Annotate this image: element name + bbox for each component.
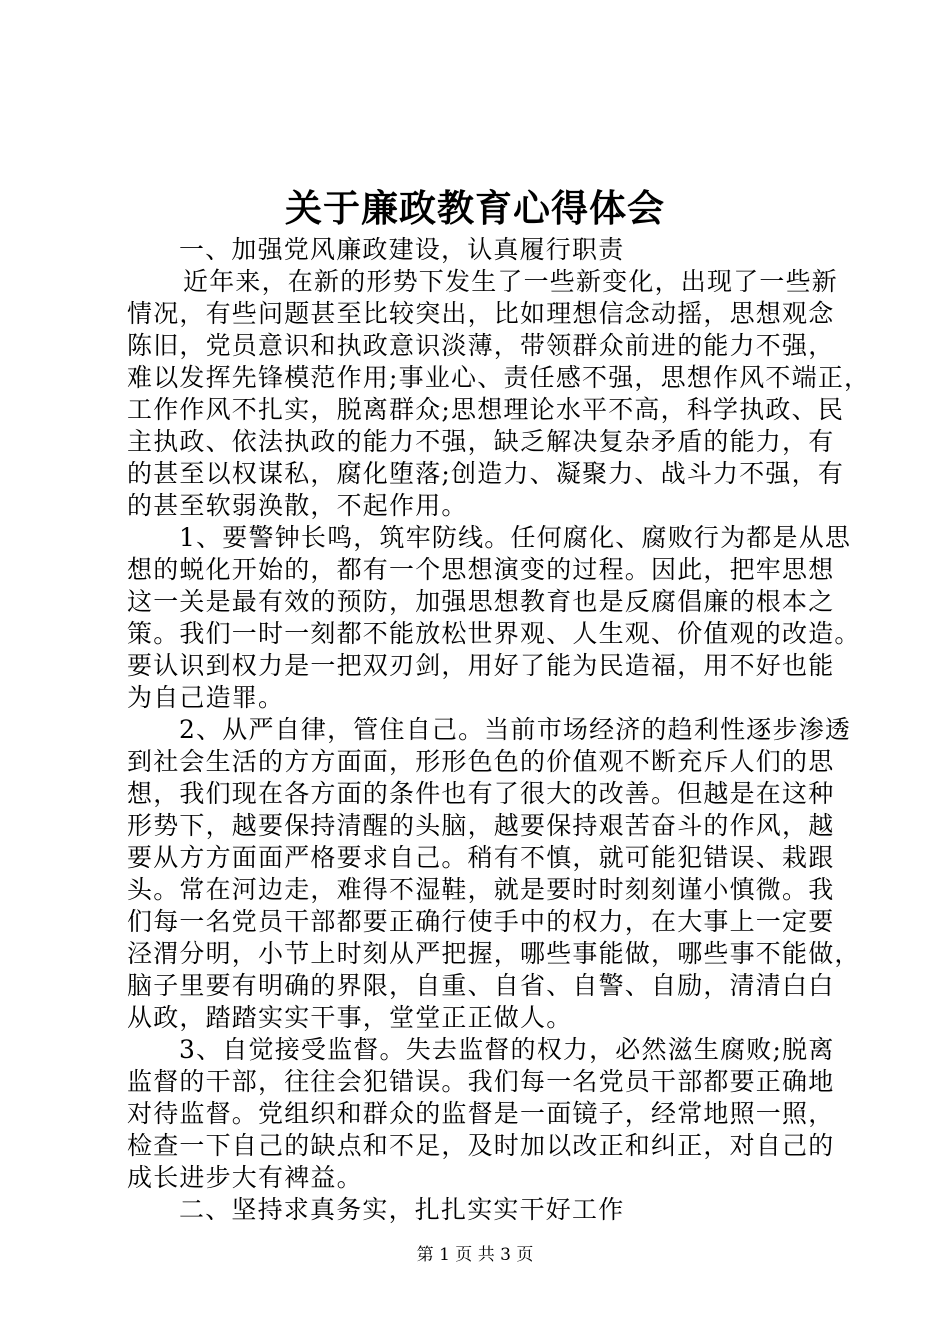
- paragraph-line: 泾渭分明，小节上时刻从严把握，哪些事能做，哪些事不能做，: [127, 939, 861, 968]
- paragraph-line: 对待监督。党组织和群众的监督是一面镜子，经常地照一照，: [127, 1099, 835, 1128]
- paragraph-line: 头。常在河边走，难得不湿鞋，就是要时时刻刻谨小慎微。我: [127, 875, 835, 904]
- paragraph-line: 检查一下自己的缺点和不足，及时加以改正和纠正，对自己的: [127, 1131, 835, 1160]
- paragraph-line: 3、自觉接受监督。失去监督的权力，必然滋生腐败;脱离: [179, 1035, 835, 1064]
- paragraph-line: 监督的干部，往往会犯错误。我们每一名党员干部都要正确地: [127, 1067, 835, 1096]
- paragraph-line: 策。我们一时一刻都不能放松世界观、人生观、价值观的改造。: [127, 619, 861, 648]
- paragraph-line: 陈旧，党员意识和执政意识淡薄，带领群众前进的能力不强，: [127, 331, 835, 360]
- paragraph-line: 脑子里要有明确的界限，自重、自省、自警、自励，清清白白: [127, 971, 835, 1000]
- section-heading-1: 一、加强党风廉政建设，认真履行职责: [179, 235, 625, 264]
- paragraph-line: 从政，踏踏实实干事，堂堂正正做人。: [127, 1003, 573, 1032]
- paragraph-line: 近年来，在新的形势下发生了一些新变化，出现了一些新: [183, 267, 839, 296]
- paragraph-line: 主执政、依法执政的能力不强，缺乏解决复杂矛盾的能力，有: [127, 427, 835, 456]
- paragraph-line: 1、要警钟长鸣，筑牢防线。任何腐化、腐败行为都是从思: [179, 523, 852, 552]
- paragraph-line: 情况，有些问题甚至比较突出，比如理想信念动摇，思想观念: [127, 299, 835, 328]
- paragraph-line: 要从方方面面严格要求自己。稍有不慎，就可能犯错误、栽跟: [127, 843, 835, 872]
- paragraph-line: 这一关是最有效的预防，加强思想教育也是反腐倡廉的根本之: [127, 587, 835, 616]
- document-title: 关于廉政教育心得体会: [285, 186, 665, 230]
- paragraph-line: 2、从严自律，管住自己。当前市场经济的趋利性逐步渗透: [179, 715, 852, 744]
- paragraph-line: 的甚至以权谋私，腐化堕落;创造力、凝聚力、战斗力不强，有: [127, 459, 845, 488]
- paragraph-line: 想的蜕化开始的，都有一个思想演变的过程。因此，把牢思想: [127, 555, 835, 584]
- paragraph-line: 工作作风不扎实，脱离群众;思想理论水平不高，科学执政、民: [127, 395, 845, 424]
- paragraph-line: 形势下，越要保持清醒的头脑，越要保持艰苦奋斗的作风，越: [127, 811, 835, 840]
- paragraph-line: 们每一名党员干部都要正确行使手中的权力，在大事上一定要: [127, 907, 835, 936]
- paragraph-line: 想，我们现在各方面的条件也有了很大的改善。但越是在这种: [127, 779, 835, 808]
- paragraph-line: 为自己造罪。: [127, 683, 285, 712]
- document-body: [127, 234, 871, 1226]
- paragraph-line: 到社会生活的方方面面，形形色色的价值观不断充斥人们的思: [127, 747, 835, 776]
- section-heading-2: 二、坚持求真务实，扎扎实实干好工作: [179, 1195, 625, 1224]
- paragraph-line: 要认识到权力是一把双刃剑，用好了能为民造福，用不好也能: [127, 651, 835, 680]
- paragraph-line: 的甚至软弱涣散，不起作用。: [127, 491, 468, 520]
- paragraph-line: 难以发挥先锋模范作用;事业心、责任感不强，思想作风不端正，: [127, 363, 871, 392]
- page-number-footer: 第 1 页 共 3 页: [416, 1245, 534, 1265]
- paragraph-line: 成长进步大有裨益。: [127, 1163, 363, 1192]
